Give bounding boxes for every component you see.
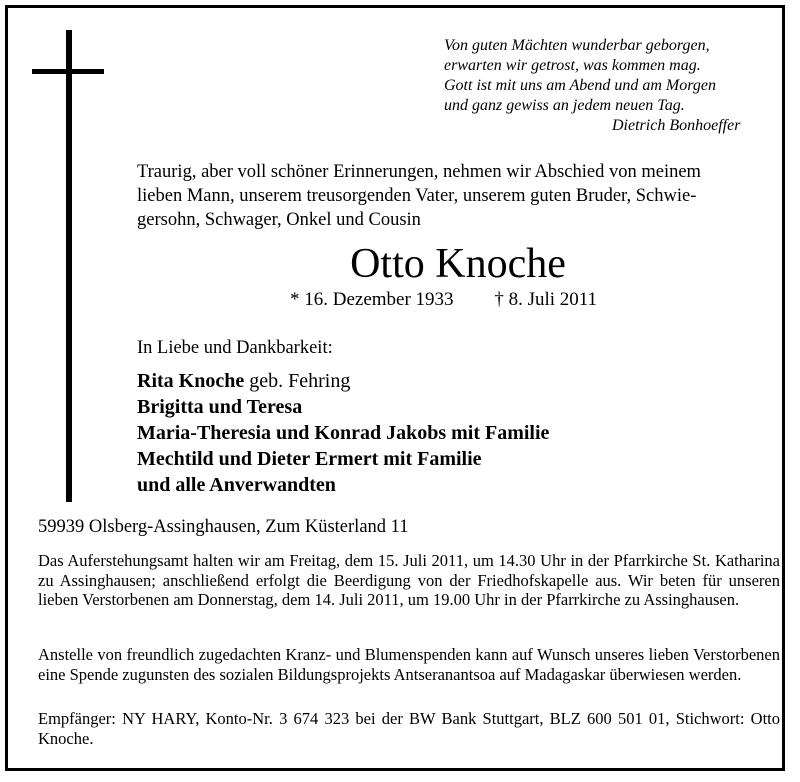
poem-author: Dietrich Bonhoeffer [612, 117, 741, 134]
address: 59939 Olsberg-Assinghausen, Zum Küsterland 11 [38, 517, 409, 537]
cross-horizontal-bar [32, 69, 104, 74]
poem-quote [444, 36, 784, 136]
death-date: † 8. Juli 2011 [494, 289, 598, 310]
donation-paragraph: Anstelle von freundlich zugedachten Kranz- und Blumenspenden kann auf Wunsch unseres lieben Verstorbenen eine Spende zugunsten des sozialen Bildungsprojekts Antseranantsoa auf Madagaskar überwiesen werden. [38, 645, 780, 684]
intro-line: gersohn, Schwager, Onkel und Cousin [137, 210, 421, 230]
intro-line: lieben Mann, unserem treusorgenden Vater, unserem guten Bruder, Schwie- [137, 186, 697, 206]
love-line: In Liebe und Dankbarkeit: [137, 338, 333, 358]
life-dates [290, 288, 597, 312]
family-member: Mechtild und Dieter Ermert mit Familie [137, 448, 482, 470]
family-member: und alle Anverwandten [137, 474, 336, 496]
obituary-notice [5, 5, 785, 771]
deceased-name: Otto Knoche [350, 241, 566, 287]
family-member [137, 368, 777, 394]
poem-line: Gott ist mit uns am Abend und am Morgen [444, 77, 716, 94]
poem-line: erwarten wir getrost, was kommen mag. [444, 57, 701, 74]
family-list [137, 368, 777, 498]
intro-line: Traurig, aber voll schöner Erinnerungen, nehmen wir Abschied von meinem [137, 162, 701, 182]
family-first-geb: geb. Fehring [249, 370, 351, 392]
family-member: Maria-Theresia und Konrad Jakobs mit Familie [137, 422, 550, 444]
intro-text [137, 160, 787, 232]
family-member: Brigitta und Teresa [137, 396, 303, 418]
poem-line: Von guten Mächten wunderbar geborgen, [444, 37, 710, 54]
poem-line: und ganz gewiss an jedem neuen Tag. [444, 97, 685, 114]
birth-date: * 16. Dezember 1933 [290, 289, 454, 310]
family-first-name: Rita Knoche [137, 370, 245, 392]
service-paragraph: Das Auferstehungsamt halten wir am Freitag, dem 15. Juli 2011, um 14.30 Uhr in der Pfarrkirche St. Katharina zu Assinghausen; anschließend erfolgt die Beerdigung von der Friedhofskapelle aus. Wir beten für unseren lieben Verstorbenen am Donnerstag, dem 14. Juli 2011, um 19.00 Uhr in der Pfarrkirche zu Assinghausen. [38, 551, 780, 609]
bank-paragraph: Empfänger: NY HARY, Konto-Nr. 3 674 323 bei der BW Bank Stuttgart, BLZ 600 501 01, Stichwort: Otto Knoche. [38, 709, 780, 748]
